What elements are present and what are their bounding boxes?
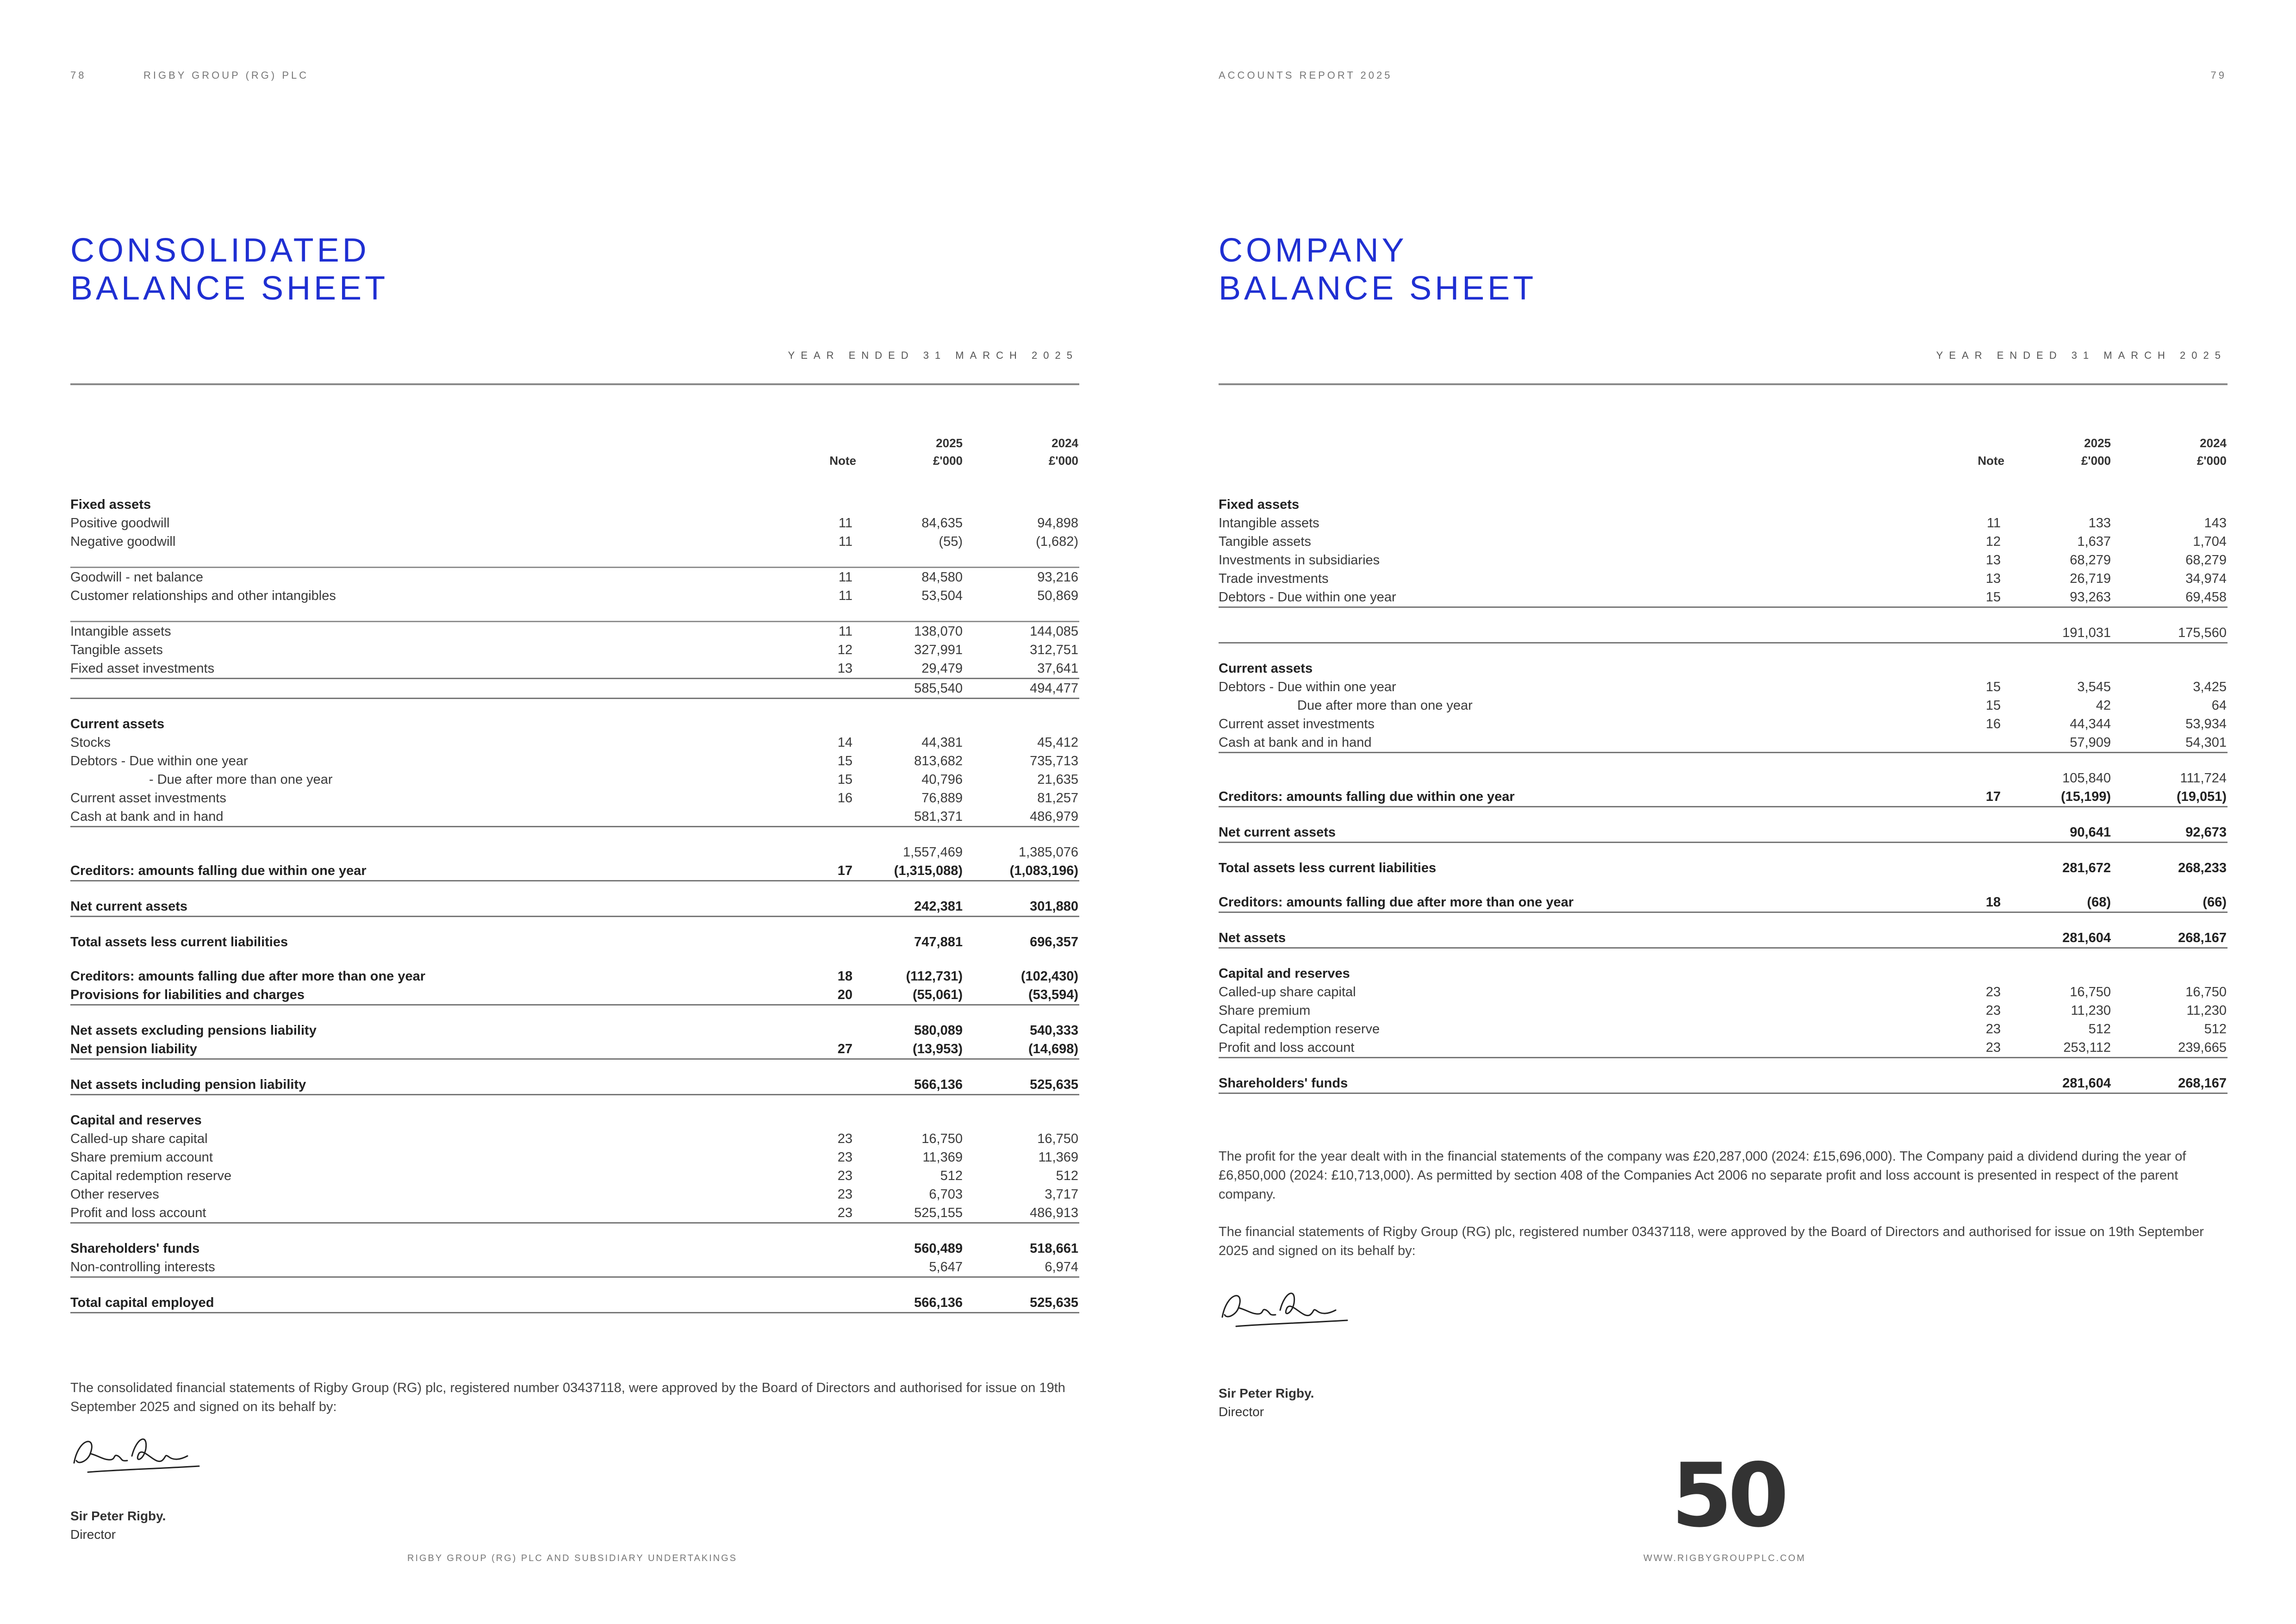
value-2025: 281,604 (2062, 931, 2111, 945)
row-note: 23 (1985, 985, 2001, 999)
table-row (70, 514, 1079, 532)
table-row (70, 641, 1079, 659)
row-label: Investments in subsidiaries (1219, 553, 1380, 568)
row-label: Total assets less current liabilities (1219, 861, 1437, 875)
signatory-role: Director (70, 1527, 116, 1542)
row-note: 23 (837, 1187, 852, 1202)
value-2024: (14,698) (1028, 1042, 1078, 1056)
row-label: Capital and reserves (1219, 966, 1350, 981)
row-label: Stocks (70, 735, 111, 750)
value-2024: 111,724 (2180, 771, 2227, 786)
value-2024: 11,369 (1038, 1150, 1078, 1165)
row-label: Net assets (1219, 931, 1286, 945)
row-label: Share premium account (70, 1150, 213, 1165)
row-note: 15 (837, 754, 852, 768)
table-row (70, 587, 1079, 605)
value-2025: 560,489 (914, 1241, 963, 1256)
row-label: Profit and loss account (70, 1206, 206, 1220)
row-label: Positive goodwill (70, 516, 170, 531)
value-2025: (13,953) (912, 1042, 963, 1056)
value-2024: (66) (2203, 895, 2227, 910)
table-row (1219, 624, 2228, 643)
value-2025: 512 (2088, 1022, 2111, 1037)
row-note: 13 (837, 661, 852, 676)
value-2024: 301,880 (1030, 899, 1078, 914)
running-head: ACCOUNTS REPORT 2025 (1219, 69, 1393, 81)
table-row (1219, 964, 2228, 983)
value-2025: 747,881 (914, 935, 963, 949)
value-2024: 239,665 (2178, 1040, 2227, 1055)
row-note: 20 (837, 987, 852, 1002)
approval-note (70, 1379, 1079, 1435)
table-row (70, 752, 1079, 770)
table-row (1219, 1074, 2228, 1094)
table-row (70, 659, 1079, 679)
year-heading: YEAR ENDED 31 MARCH 2025 (1936, 350, 2227, 361)
col-note-head: Note (829, 454, 856, 468)
col-2024-head (2134, 434, 2227, 469)
row-label: Current asset investments (70, 791, 226, 806)
row-note: 23 (1985, 1003, 2001, 1018)
value-2024: 143 (2204, 516, 2227, 531)
value-2025: 5,647 (929, 1260, 963, 1274)
value-2024: 93,216 (1037, 570, 1078, 585)
value-2025: 580,089 (914, 1023, 963, 1038)
table-row (70, 1239, 1079, 1258)
table-row (70, 1185, 1079, 1204)
profit-text: The profit for the year dealt with in the financial statements of the company was £20,287,000 (2024: £15,696,000). The Company paid a dividend during the year of £6,850,000 (2024: £10,713,000). As permitted by section 408 of the Companies Act 2006 no separate profit and loss account is presented in respect of the parent company. (1219, 1149, 2186, 1202)
row-note: 15 (837, 772, 852, 787)
value-2024: 1,704 (2193, 534, 2227, 549)
value-2025: 84,580 (921, 570, 963, 585)
table-row (70, 1204, 1079, 1224)
value-2024: 68,279 (2185, 553, 2227, 568)
value-2025: (15,199) (2060, 789, 2111, 804)
row-note: 14 (837, 735, 852, 750)
table-row (70, 1021, 1079, 1040)
value-2024: 486,913 (1030, 1206, 1078, 1220)
row-label: Creditors: amounts falling due after more than one year (1219, 895, 1574, 910)
value-2024: 21,635 (1037, 772, 1078, 787)
value-2025: 40,796 (921, 772, 963, 787)
table-row (1219, 715, 2228, 733)
value-2024: 37,641 (1037, 661, 1078, 676)
consolidated-balance-sheet-table (70, 495, 1079, 1313)
table-row (1219, 514, 2228, 532)
value-2025: 44,381 (921, 735, 963, 750)
value-2025: 29,479 (921, 661, 963, 676)
table-row (70, 1148, 1079, 1167)
row-label: Due after more than one year (1297, 698, 1473, 713)
value-2025: (112,731) (906, 969, 963, 984)
table-row (1219, 495, 2228, 514)
table-row (70, 495, 1079, 514)
row-label: Goodwill - net balance (70, 570, 203, 585)
value-2024: 94,898 (1037, 516, 1078, 531)
row-label: Intangible assets (70, 624, 171, 639)
table-row (1219, 696, 2228, 715)
row-note: 18 (1985, 895, 2001, 910)
row-note: 11 (838, 570, 852, 585)
row-label: Capital redemption reserve (1219, 1022, 1380, 1037)
value-2024: 312,751 (1030, 643, 1078, 657)
table-row (1219, 1001, 2228, 1020)
row-label: Shareholders' funds (70, 1241, 200, 1256)
value-2025: 42 (2096, 698, 2111, 713)
col-2024-unit: £'000 (2196, 454, 2227, 468)
row-note: 16 (837, 791, 852, 806)
row-note: 13 (1985, 571, 2001, 586)
table-row (1219, 769, 2228, 787)
value-2025: 327,991 (914, 643, 963, 657)
row-note: 27 (837, 1042, 852, 1056)
value-2025: 3,545 (2077, 680, 2111, 694)
value-2025: 581,371 (914, 809, 963, 824)
row-label: Fixed asset investments (70, 661, 215, 676)
row-label: Creditors: amounts falling due within one year (1219, 789, 1515, 804)
row-label: Debtors - Due within one year (1219, 590, 1396, 605)
table-row (1219, 588, 2228, 608)
value-2025: 133 (2088, 516, 2111, 531)
col-2024-unit: £'000 (1048, 454, 1078, 468)
row-label: Profit and loss account (1219, 1040, 1355, 1055)
row-label: Creditors: amounts falling due within one year (70, 863, 367, 878)
row-note: 23 (1985, 1040, 2001, 1055)
signatory (70, 1507, 166, 1544)
row-note: 15 (1985, 698, 2001, 713)
row-note: 18 (837, 969, 852, 984)
company-balance-sheet-table (1219, 495, 2228, 1094)
table-row (1219, 551, 2228, 569)
value-2025: 68,279 (2070, 553, 2111, 568)
value-2024: 3,717 (1045, 1187, 1078, 1202)
signatory-role: Director (1219, 1405, 1264, 1419)
value-2024: 53,934 (2185, 717, 2227, 731)
row-label: Capital redemption reserve (70, 1168, 232, 1183)
table-row (70, 933, 1079, 951)
row-label: Tangible assets (1219, 534, 1311, 549)
col-2024-head (986, 434, 1078, 469)
value-2025: 76,889 (921, 791, 963, 806)
value-2024: 1,385,076 (1018, 845, 1078, 860)
heading-rule (1219, 383, 2228, 385)
table-row (1219, 733, 2228, 753)
row-label: Current assets (1219, 661, 1313, 676)
col-2025-head (2018, 434, 2111, 469)
row-label: Net assets excluding pensions liability (70, 1023, 317, 1038)
page-footer: RIGBY GROUP (RG) PLC AND SUBSIDIARY UNDERTAKINGS (407, 1553, 738, 1563)
signatory-name: Sir Peter Rigby. (70, 1509, 166, 1523)
table-row (1219, 787, 2228, 807)
col-note-head: Note (1978, 454, 2004, 468)
value-2024: 525,635 (1030, 1295, 1078, 1310)
title-line-2: BALANCE SHEET (70, 270, 389, 307)
right-page (1148, 0, 2296, 1624)
anniversary-50-logo: 50 (1671, 1444, 1785, 1547)
value-2025: 566,136 (914, 1077, 963, 1092)
value-2025: 512 (940, 1168, 963, 1183)
row-label: Trade investments (1219, 571, 1329, 586)
row-note: 12 (1985, 534, 2001, 549)
page-number: 78 (70, 69, 87, 81)
signatory (1219, 1384, 1314, 1421)
row-label: Shareholders' funds (1219, 1076, 1348, 1091)
col-2025-unit: £'000 (933, 454, 963, 468)
row-label: - Due after more than one year (149, 772, 333, 787)
table-row (70, 789, 1079, 807)
value-2024: 3,425 (2193, 680, 2227, 694)
page-number: 79 (2210, 69, 2227, 81)
row-label: Intangible assets (1219, 516, 1319, 531)
value-2025: 93,263 (2070, 590, 2111, 605)
row-label: Net current assets (1219, 825, 1336, 840)
table-row (70, 862, 1079, 881)
value-2025: 191,031 (2062, 625, 2111, 640)
value-2025: 16,750 (2070, 985, 2111, 999)
table-row (70, 532, 1079, 551)
value-2024: 11,230 (2186, 1003, 2227, 1018)
value-2024: 512 (2204, 1022, 2227, 1037)
row-note: 12 (837, 643, 852, 657)
table-row (70, 1167, 1079, 1185)
row-note: 17 (837, 863, 852, 878)
row-label: Capital and reserves (70, 1113, 202, 1128)
value-2024: 696,357 (1030, 935, 1078, 949)
table-row (1219, 1038, 2228, 1058)
value-2024: 144,085 (1030, 624, 1078, 639)
row-note: 23 (837, 1168, 852, 1183)
table-row (70, 1111, 1079, 1130)
row-label: Net assets including pension liability (70, 1077, 306, 1092)
row-label: Debtors - Due within one year (1219, 680, 1396, 694)
row-label: Customer relationships and other intangibles (70, 588, 336, 603)
row-label: Debtors - Due within one year (70, 754, 248, 768)
value-2025: 1,557,469 (902, 845, 963, 860)
table-row (70, 1130, 1079, 1148)
table-row (70, 1075, 1079, 1095)
value-2024: 268,167 (2178, 1076, 2227, 1091)
value-2025: 566,136 (914, 1295, 963, 1310)
value-2025: 253,112 (2063, 1040, 2111, 1055)
value-2025: 813,682 (914, 754, 963, 768)
value-2025: 281,672 (2062, 861, 2111, 875)
running-head: RIGBY GROUP (RG) PLC (143, 69, 309, 81)
value-2024: 34,974 (2185, 571, 2227, 586)
table-row (70, 986, 1079, 1006)
table-row (70, 770, 1079, 789)
value-2025: 11,230 (2071, 1003, 2111, 1018)
value-2024: 16,750 (2185, 985, 2227, 999)
row-label: Other reserves (70, 1187, 159, 1202)
row-label: Share premium (1219, 1003, 1311, 1018)
value-2024: 268,233 (2178, 861, 2227, 875)
value-2024: 81,257 (1037, 791, 1078, 806)
table-row (70, 733, 1079, 752)
table-row (70, 1258, 1079, 1278)
row-label: Cash at bank and in hand (1219, 735, 1372, 750)
col-2025-head (870, 434, 963, 469)
value-2024: 735,713 (1030, 754, 1078, 768)
table-row (1219, 532, 2228, 551)
row-label: Creditors: amounts falling due after more than one year (70, 969, 426, 984)
row-label: Provisions for liabilities and charges (70, 987, 305, 1002)
row-note: 15 (1985, 590, 2001, 605)
row-label: Fixed assets (70, 497, 151, 512)
table-row (1219, 678, 2228, 696)
row-label: Net pension liability (70, 1042, 197, 1056)
value-2025: (55) (939, 534, 963, 549)
value-2024: (1,083,196) (1009, 863, 1078, 878)
table-row (70, 621, 1079, 641)
table-row (1219, 929, 2228, 949)
table-row (1219, 983, 2228, 1001)
approval-text: The consolidated financial statements of Rigby Group (RG) plc, registered number 03437118, were approved by the Board of Directors and authorised for issue on 19th September 2025 and signed on its behalf by: (70, 1380, 1065, 1414)
value-2024: (53,594) (1028, 987, 1078, 1002)
row-label: Called-up share capital (1219, 985, 1356, 999)
value-2025: (1,315,088) (894, 863, 963, 878)
row-label: Current assets (70, 717, 165, 731)
row-note: 23 (837, 1150, 852, 1165)
value-2025: 281,604 (2062, 1076, 2111, 1091)
value-2025: 84,635 (921, 516, 963, 531)
col-2025-year: 2025 (2084, 436, 2111, 450)
value-2025: (55,061) (912, 987, 963, 1002)
value-2025: 105,840 (2062, 771, 2111, 786)
signature-image (69, 1428, 208, 1484)
value-2025: 525,155 (914, 1206, 963, 1220)
table-row (70, 1293, 1079, 1313)
value-2025: 585,540 (914, 681, 963, 696)
table-row (1219, 859, 2228, 877)
value-2024: 494,477 (1030, 681, 1078, 696)
value-2024: (102,430) (1020, 969, 1078, 984)
row-label: Current asset investments (1219, 717, 1375, 731)
value-2024: 6,974 (1045, 1260, 1078, 1274)
title-line-1: CONSOLIDATED (70, 232, 370, 269)
row-note: 16 (1985, 717, 2001, 731)
page-title (1219, 231, 1537, 307)
table-row (1219, 893, 2228, 913)
heading-rule (70, 383, 1079, 385)
table-row (1219, 569, 2228, 588)
value-2024: 486,979 (1030, 809, 1078, 824)
value-2025: 44,344 (2070, 717, 2111, 731)
col-2025-unit: £'000 (2081, 454, 2111, 468)
signatory-name: Sir Peter Rigby. (1219, 1386, 1314, 1400)
value-2024: (1,682) (1036, 534, 1078, 549)
row-label: Cash at bank and in hand (70, 809, 224, 824)
table-row (70, 843, 1079, 862)
value-2025: 26,719 (2070, 571, 2111, 586)
table-row (1219, 659, 2228, 678)
table-row (70, 1040, 1079, 1060)
value-2024: 50,869 (1037, 588, 1078, 603)
row-note: 11 (838, 534, 852, 549)
value-2025: 6,703 (929, 1187, 963, 1202)
table-row (70, 679, 1079, 699)
row-label: Total capital employed (70, 1295, 214, 1310)
table-row (1219, 823, 2228, 843)
value-2024: 54,301 (2185, 735, 2227, 750)
value-2025: 53,504 (921, 588, 963, 603)
row-note: 11 (1986, 516, 2001, 531)
value-2024: 64 (2211, 698, 2227, 713)
value-2025: 16,750 (921, 1131, 963, 1146)
value-2024: 175,560 (2178, 625, 2227, 640)
value-2024: 92,673 (2185, 825, 2227, 840)
value-2025: 11,369 (922, 1150, 963, 1165)
page-title (70, 231, 388, 307)
table-row (70, 807, 1079, 827)
row-label: Tangible assets (70, 643, 163, 657)
value-2024: 518,661 (1030, 1241, 1078, 1256)
row-note: 23 (1985, 1022, 2001, 1037)
table-row (70, 967, 1079, 986)
col-2024-year: 2024 (2200, 436, 2227, 450)
row-note: 23 (837, 1131, 852, 1146)
table-row (70, 567, 1079, 587)
value-2024: 525,635 (1030, 1077, 1078, 1092)
row-label: Called-up share capital (70, 1131, 208, 1146)
col-2024-year: 2024 (1052, 436, 1078, 450)
table-row (70, 897, 1079, 917)
page-footer: WWW.RIGBYGROUPPLC.COM (1643, 1553, 1806, 1563)
value-2024: 69,458 (2185, 590, 2227, 605)
table-row (1219, 1020, 2228, 1038)
table-row (70, 715, 1079, 733)
title-line-1: COMPANY (1219, 232, 1407, 269)
col-2025-year: 2025 (936, 436, 963, 450)
row-note: 11 (838, 624, 852, 639)
row-label: Net current assets (70, 899, 188, 914)
value-2025: (68) (2087, 895, 2111, 910)
row-label: Fixed assets (1219, 497, 1300, 512)
row-note: 11 (838, 588, 852, 603)
title-line-2: BALANCE SHEET (1219, 270, 1537, 307)
row-note: 11 (838, 516, 852, 531)
value-2025: 57,909 (2070, 735, 2111, 750)
value-2025: 90,641 (2070, 825, 2111, 840)
value-2024: 268,167 (2178, 931, 2227, 945)
value-2024: (19,051) (2176, 789, 2227, 804)
value-2024: 512 (1056, 1168, 1078, 1183)
value-2024: 45,412 (1037, 735, 1078, 750)
approval-text: The financial statements of Rigby Group (RG) plc, registered number 03437118, were approved by the Board of Directors and authorised for issue on 19th September 2025 and signed on its behalf by: (1219, 1224, 2204, 1258)
row-note: 13 (1985, 553, 2001, 568)
value-2024: 16,750 (1037, 1131, 1078, 1146)
notes-paragraphs (1219, 1147, 2228, 1279)
value-2025: 1,637 (2077, 534, 2111, 549)
row-label: Total assets less current liabilities (70, 935, 288, 949)
year-heading: YEAR ENDED 31 MARCH 2025 (788, 350, 1078, 361)
row-note: 15 (1985, 680, 2001, 694)
value-2025: 242,381 (914, 899, 963, 914)
value-2024: 540,333 (1030, 1023, 1078, 1038)
row-note: 23 (837, 1206, 852, 1220)
row-label: Non-controlling interests (70, 1260, 215, 1274)
signature-image (1218, 1282, 1356, 1338)
row-label: Negative goodwill (70, 534, 176, 549)
value-2025: 138,070 (914, 624, 963, 639)
row-note: 17 (1985, 789, 2001, 804)
